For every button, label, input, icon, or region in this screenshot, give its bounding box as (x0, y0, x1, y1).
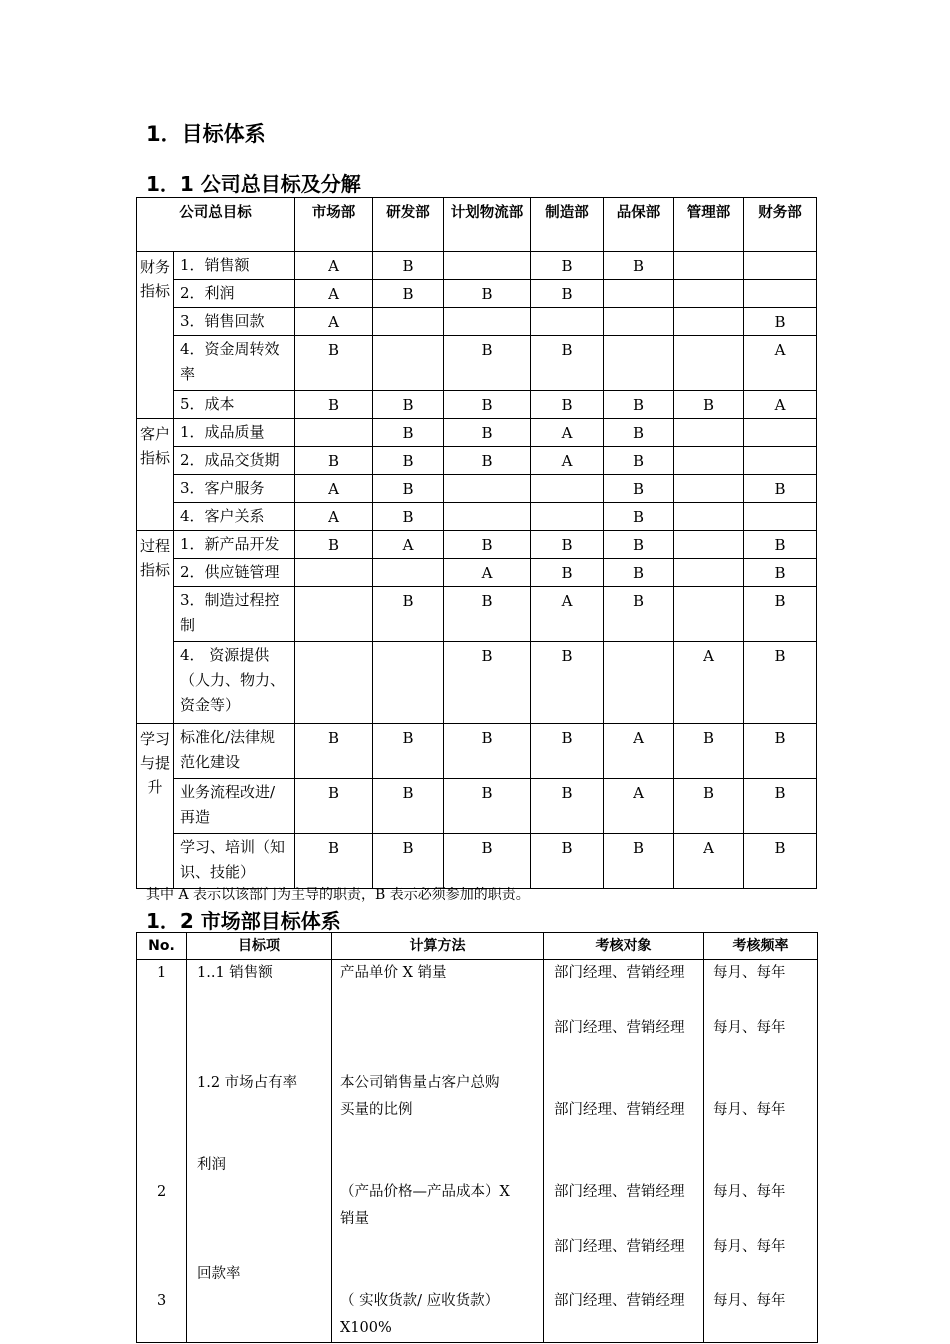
goal-row (137, 503, 817, 531)
col-header: 品保部 (604, 198, 674, 252)
responsibility-cell (531, 308, 604, 336)
responsibility-cell (531, 503, 604, 531)
responsibility-cell: B (744, 531, 817, 559)
goal-row (137, 475, 817, 503)
col-header: 财务部 (744, 198, 817, 252)
responsibility-cell: B (744, 559, 817, 587)
responsibility-cell (531, 475, 604, 503)
responsibility-cell: B (531, 531, 604, 559)
legend-note: 其中 A 表示以该部门为主导的职责，B 表示必须参加的职责。 (146, 887, 530, 903)
responsibility-cell: A (373, 531, 444, 559)
row-number: 1 (157, 965, 167, 981)
goal-row (137, 308, 817, 336)
responsibility-cell: B (744, 475, 817, 503)
goal-item-cell: 3．制造过程控制 (174, 587, 295, 642)
assess-frequency: 每月、每年 (713, 965, 786, 981)
assess-target: 部门经理、营销经理 (554, 1102, 685, 1118)
responsibility-cell (373, 559, 444, 587)
responsibility-cell: B (373, 587, 444, 642)
responsibility-cell: B (373, 834, 444, 889)
goal-row (137, 834, 817, 889)
responsibility-cell: A (444, 559, 531, 587)
method-text: （ 实收货款/ 应收货款） (340, 1293, 500, 1309)
responsibility-cell: A (674, 642, 744, 724)
goal-item: 利润 (197, 1157, 226, 1173)
responsibility-cell: B (295, 779, 373, 834)
goal-row (137, 391, 817, 419)
assess-target: 部门经理、营销经理 (554, 1184, 685, 1200)
assess-target: 部门经理、营销经理 (554, 965, 685, 981)
goal-item-cell: 3．销售回款 (174, 308, 295, 336)
responsibility-cell: B (295, 447, 373, 475)
col-header: 计划物流部 (444, 198, 531, 252)
responsibility-cell: B (604, 252, 674, 280)
responsibility-cell: A (604, 724, 674, 779)
responsibility-cell: B (444, 587, 531, 642)
goal-row (137, 252, 817, 280)
responsibility-cell: B (531, 391, 604, 419)
method-text: X100% (340, 1320, 392, 1336)
row-number: 3 (157, 1293, 167, 1309)
assess-target: 部门经理、营销经理 (554, 1293, 685, 1309)
assess-frequency: 每月、每年 (713, 1102, 786, 1118)
responsibility-cell: B (744, 779, 817, 834)
responsibility-cell: B (444, 642, 531, 724)
goal-item-cell: 1．新产品开发 (174, 531, 295, 559)
responsibility-cell (674, 559, 744, 587)
col-header: No. (137, 933, 187, 960)
responsibility-cell: B (604, 531, 674, 559)
goal-item: 1..1 销售额 (197, 965, 273, 981)
assess-frequency: 每月、每年 (713, 1239, 786, 1255)
goal-item-cell: 4．资金周转效率 (174, 336, 295, 391)
goal-row (137, 642, 817, 724)
goal-row (137, 724, 817, 779)
responsibility-cell: A (531, 447, 604, 475)
col-header: 市场部 (295, 198, 373, 252)
responsibility-cell: A (295, 308, 373, 336)
responsibility-cell: A (295, 280, 373, 308)
responsibility-cell: B (604, 834, 674, 889)
col-header: 考核频率 (704, 933, 818, 960)
responsibility-cell (604, 280, 674, 308)
responsibility-cell (373, 308, 444, 336)
responsibility-cell (295, 559, 373, 587)
category-cell: 过程指标 (137, 531, 174, 724)
responsibility-cell (373, 336, 444, 391)
no-cell (137, 960, 187, 1343)
col-header: 考核对象 (544, 933, 704, 960)
responsibility-cell: B (604, 419, 674, 447)
responsibility-cell: B (444, 779, 531, 834)
responsibility-cell: B (604, 587, 674, 642)
responsibility-cell: B (744, 642, 817, 724)
responsibility-cell: B (444, 531, 531, 559)
responsibility-cell: A (531, 419, 604, 447)
responsibility-cell (295, 587, 373, 642)
goal-row (137, 447, 817, 475)
responsibility-cell (674, 252, 744, 280)
assess-frequency: 每月、每年 (713, 1184, 786, 1200)
responsibility-cell: B (604, 447, 674, 475)
responsibility-cell: B (295, 834, 373, 889)
responsibility-cell: B (674, 779, 744, 834)
responsibility-cell: B (444, 724, 531, 779)
heading-target-system: 1．目标体系 (146, 122, 266, 146)
responsibility-cell: B (444, 280, 531, 308)
responsibility-cell: B (604, 559, 674, 587)
company-goals-table (136, 197, 817, 889)
goal-item-cell: 4． 资源提供（人力、物力、资金等） (174, 642, 295, 724)
table2-header-row (137, 933, 818, 960)
table2-body-row (137, 960, 818, 1343)
responsibility-cell: B (744, 834, 817, 889)
responsibility-cell (744, 447, 817, 475)
responsibility-cell: B (295, 391, 373, 419)
goal-item-cell: 1．销售额 (174, 252, 295, 280)
heading-market-goals: 1．2 市场部目标体系 (146, 909, 341, 933)
responsibility-cell: B (674, 391, 744, 419)
method-cell (332, 960, 544, 1343)
goal-item-cell: 2．供应链管理 (174, 559, 295, 587)
goal-row (137, 419, 817, 447)
target-cell (544, 960, 704, 1343)
responsibility-cell: B (531, 252, 604, 280)
col-header: 研发部 (373, 198, 444, 252)
assess-target: 部门经理、营销经理 (554, 1020, 685, 1036)
responsibility-cell (674, 419, 744, 447)
responsibility-cell: A (744, 391, 817, 419)
goal-item-cell: 业务流程改进/再造 (174, 779, 295, 834)
category-cell: 学习与提升 (137, 724, 174, 889)
responsibility-cell (444, 308, 531, 336)
responsibility-cell: B (444, 447, 531, 475)
heading-company-goals: 1．1 公司总目标及分解 (146, 172, 361, 196)
responsibility-cell: B (373, 447, 444, 475)
responsibility-cell: B (373, 779, 444, 834)
category-cell: 财务指标 (137, 252, 174, 419)
responsibility-cell (674, 587, 744, 642)
goal-item-cell: 4．客户关系 (174, 503, 295, 531)
responsibility-cell (674, 503, 744, 531)
responsibility-cell: B (744, 587, 817, 642)
goal-row (137, 779, 817, 834)
responsibility-cell: B (604, 475, 674, 503)
responsibility-cell (604, 642, 674, 724)
row-number: 2 (157, 1184, 167, 1200)
responsibility-cell: B (444, 834, 531, 889)
responsibility-cell (744, 503, 817, 531)
responsibility-cell (744, 252, 817, 280)
goal-row (137, 280, 817, 308)
responsibility-cell: A (604, 779, 674, 834)
goal-row (137, 336, 817, 391)
responsibility-cell: B (444, 419, 531, 447)
responsibility-cell (674, 280, 744, 308)
assess-target: 部门经理、营销经理 (554, 1239, 685, 1255)
col-header: 公司总目标 (137, 198, 295, 252)
responsibility-cell: B (295, 531, 373, 559)
responsibility-cell (444, 475, 531, 503)
responsibility-cell (444, 252, 531, 280)
responsibility-cell: B (744, 308, 817, 336)
responsibility-cell: B (531, 642, 604, 724)
freq-cell (704, 960, 818, 1343)
goal-item: 回款率 (197, 1266, 241, 1282)
method-text: 本公司销售量占客户总购 (340, 1075, 500, 1091)
responsibility-cell: B (531, 336, 604, 391)
method-text: 产品单价 X 销量 (340, 965, 447, 981)
item-cell (187, 960, 332, 1343)
responsibility-cell (295, 642, 373, 724)
goal-item-cell: 1．成品质量 (174, 419, 295, 447)
goal-item: 1.2 市场占有率 (197, 1075, 298, 1091)
col-header: 计算方法 (332, 933, 544, 960)
assess-frequency: 每月、每年 (713, 1293, 786, 1309)
goal-item-cell: 标准化/法律规范化建设 (174, 724, 295, 779)
responsibility-cell: B (444, 336, 531, 391)
goal-item-cell: 学习、培训（知识、技能） (174, 834, 295, 889)
responsibility-cell: B (604, 391, 674, 419)
responsibility-cell: B (444, 391, 531, 419)
responsibility-cell: A (674, 834, 744, 889)
responsibility-cell: A (295, 252, 373, 280)
col-header: 目标项 (187, 933, 332, 960)
goal-item-cell: 5．成本 (174, 391, 295, 419)
responsibility-cell (444, 503, 531, 531)
goal-item-cell: 3．客户服务 (174, 475, 295, 503)
responsibility-cell: B (373, 419, 444, 447)
responsibility-cell (674, 447, 744, 475)
responsibility-cell: B (531, 724, 604, 779)
goal-row (137, 587, 817, 642)
method-text: 买量的比例 (340, 1102, 413, 1118)
responsibility-cell: B (744, 724, 817, 779)
responsibility-cell: B (531, 559, 604, 587)
goal-item-cell: 2．成品交货期 (174, 447, 295, 475)
goal-row (137, 559, 817, 587)
responsibility-cell: A (744, 336, 817, 391)
responsibility-cell: B (674, 724, 744, 779)
responsibility-cell: B (373, 724, 444, 779)
responsibility-cell: B (531, 834, 604, 889)
responsibility-cell (674, 336, 744, 391)
responsibility-cell: B (295, 724, 373, 779)
responsibility-cell (604, 308, 674, 336)
responsibility-cell: B (531, 779, 604, 834)
method-text: 销量 (340, 1211, 369, 1227)
category-cell: 客户指标 (137, 419, 174, 531)
responsibility-cell (674, 308, 744, 336)
market-goals-table (136, 932, 818, 1343)
responsibility-cell (604, 336, 674, 391)
method-text: （产品价格—产品成本）X (340, 1184, 510, 1200)
responsibility-cell: B (373, 475, 444, 503)
responsibility-cell: B (373, 391, 444, 419)
table1-header-row (137, 198, 817, 252)
responsibility-cell (744, 280, 817, 308)
responsibility-cell: B (295, 336, 373, 391)
responsibility-cell (295, 419, 373, 447)
responsibility-cell (373, 642, 444, 724)
responsibility-cell: B (373, 252, 444, 280)
responsibility-cell (674, 475, 744, 503)
responsibility-cell: A (531, 587, 604, 642)
responsibility-cell: B (373, 503, 444, 531)
responsibility-cell: A (295, 475, 373, 503)
responsibility-cell (674, 531, 744, 559)
responsibility-cell (744, 419, 817, 447)
col-header: 管理部 (674, 198, 744, 252)
goal-item-cell: 2．利润 (174, 280, 295, 308)
responsibility-cell: A (295, 503, 373, 531)
responsibility-cell: B (373, 280, 444, 308)
col-header: 制造部 (531, 198, 604, 252)
goal-row (137, 531, 817, 559)
responsibility-cell: B (531, 280, 604, 308)
assess-frequency: 每月、每年 (713, 1020, 786, 1036)
responsibility-cell: B (604, 503, 674, 531)
